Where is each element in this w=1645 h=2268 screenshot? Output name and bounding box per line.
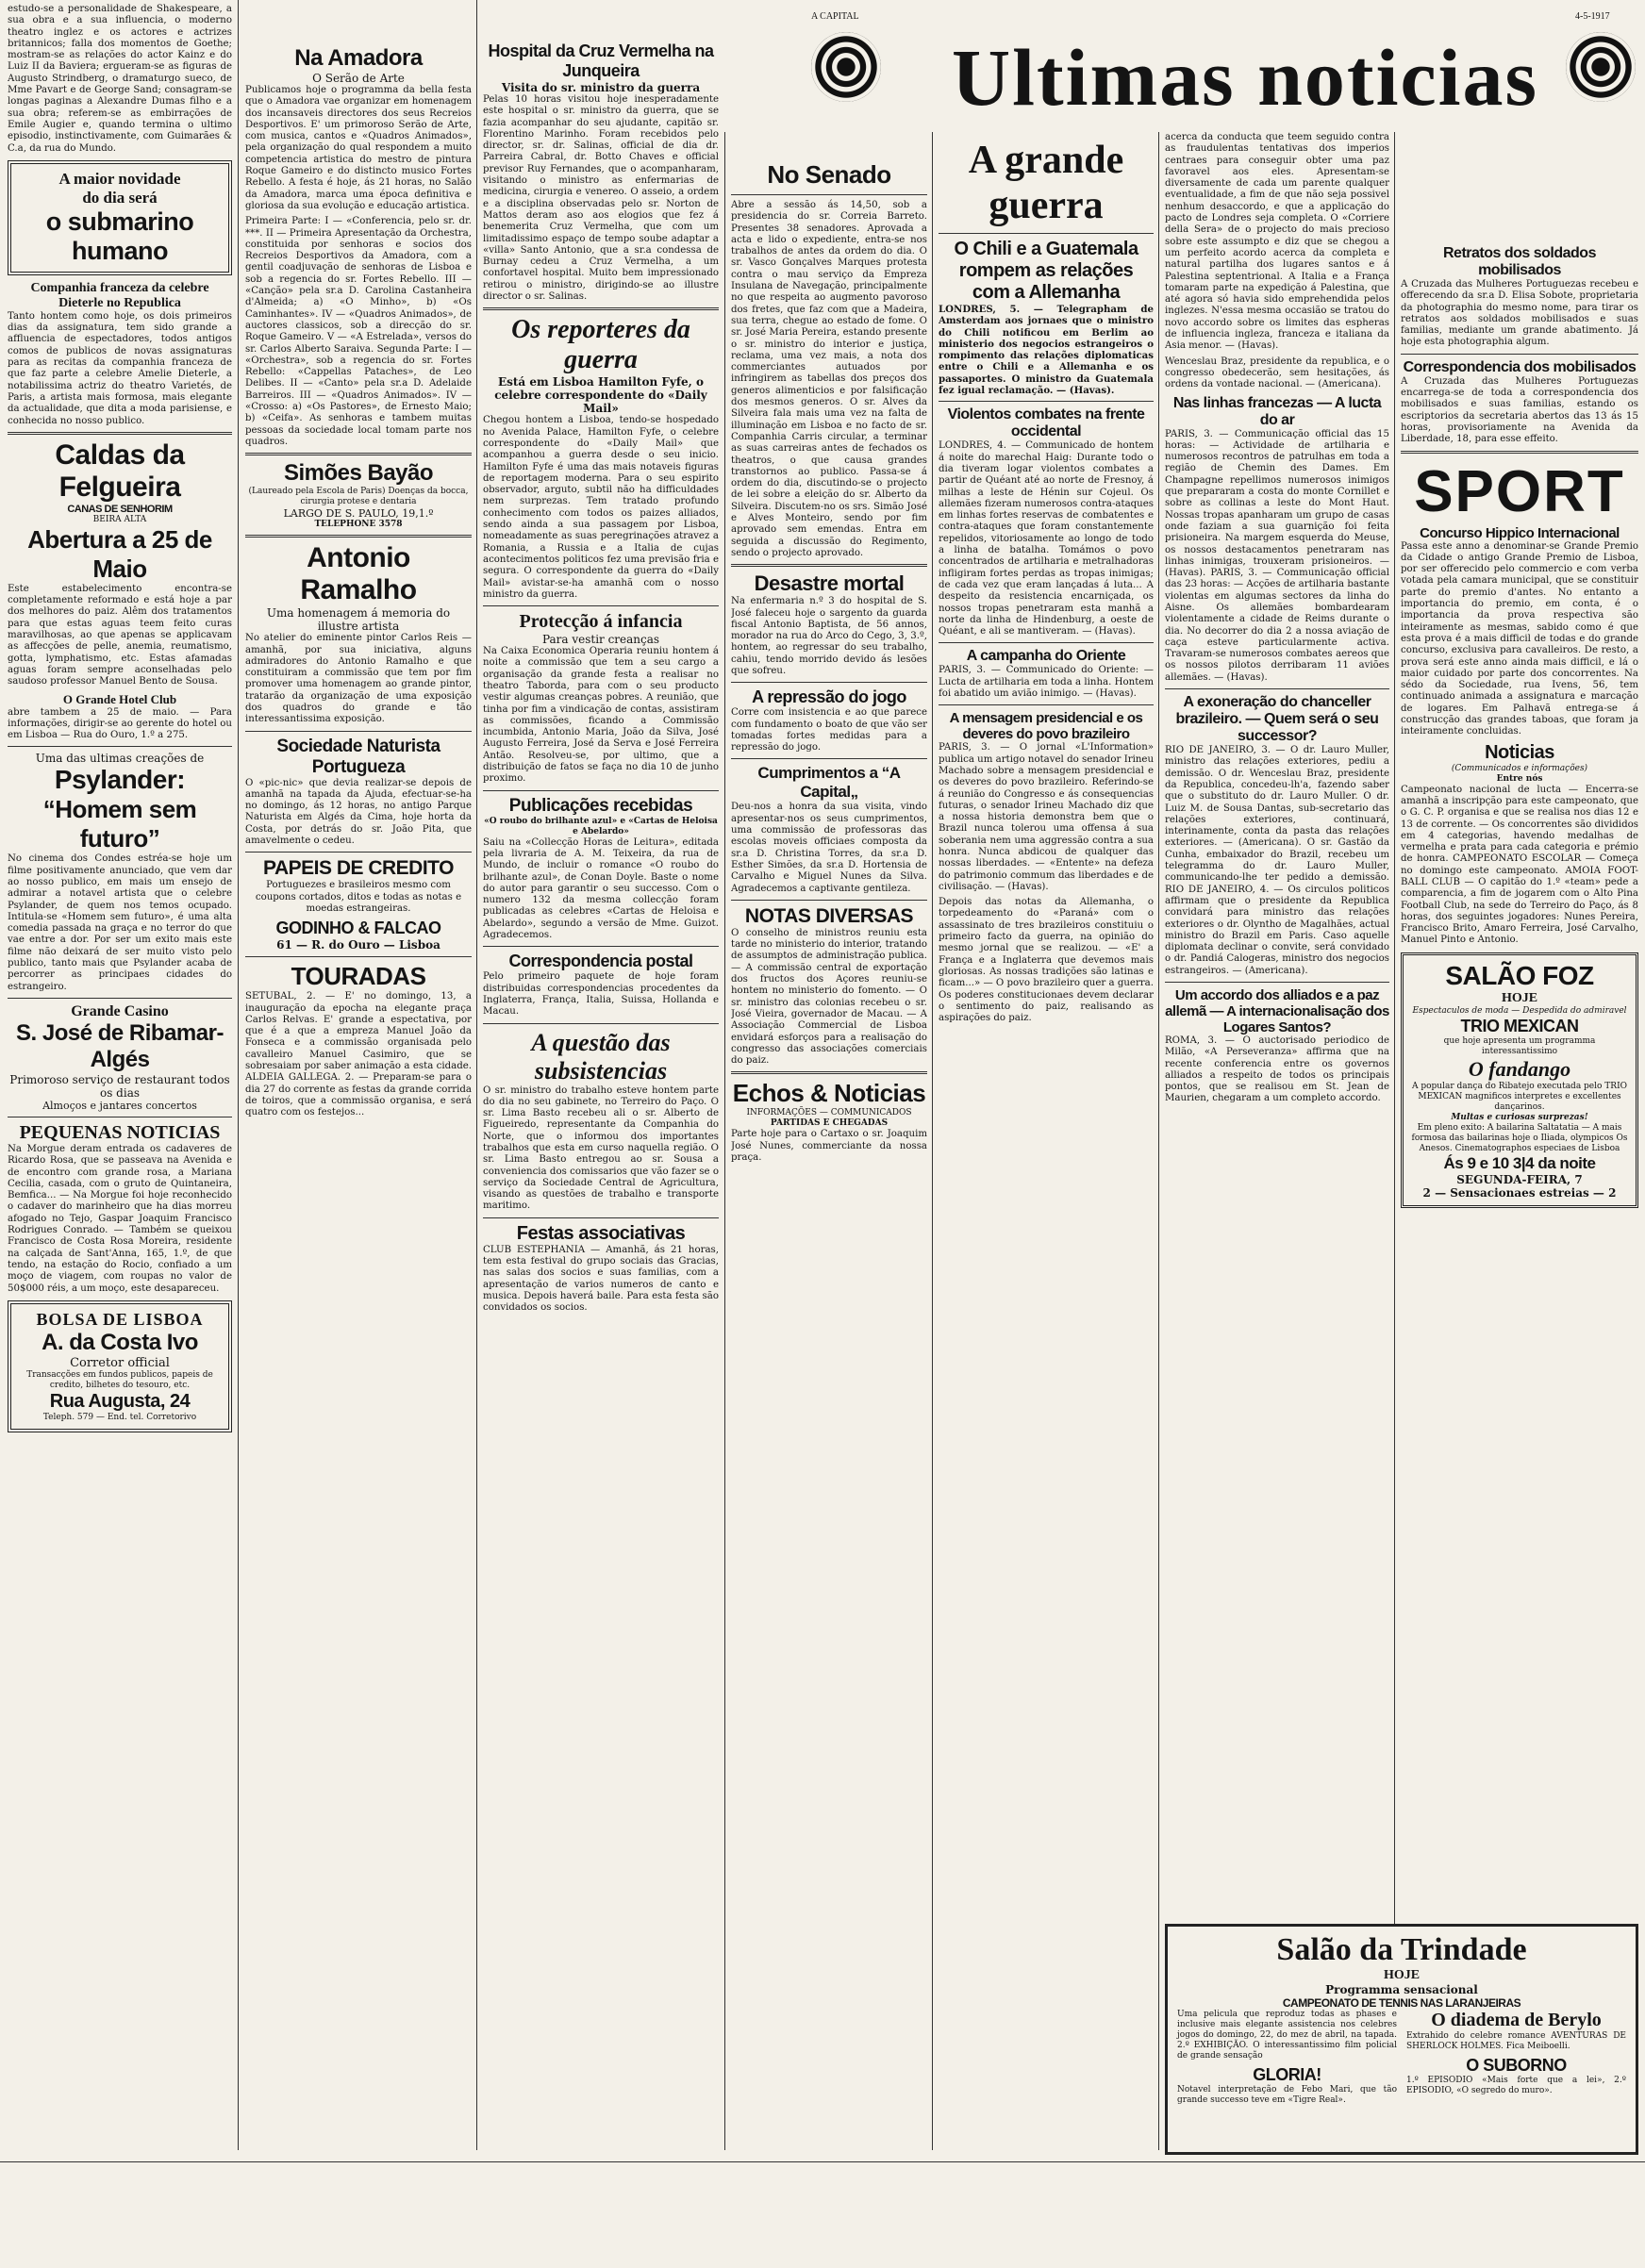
headline: A campanha do Oriente: [966, 648, 1126, 665]
divider: [1401, 354, 1638, 355]
article-body: ROMA, 3. — O auctorisado periodico de Milão, «A Perseveranza» affirma que na recente conferencia entre os governos alliados a respeito de todos os principais pontos, que se realisou em St. Jean de Maurien, chegaram a um completo accordo.: [1165, 1035, 1389, 1104]
subheadline: Está em Lisboa Hamilton Fyfe, o celebre correspondente do «Daily Mail»: [494, 375, 707, 416]
divider: [939, 704, 1154, 705]
ad-line: do dia será: [82, 188, 158, 207]
headline: Abertura a 25 de Maio: [27, 524, 212, 583]
divider: [483, 1023, 719, 1024]
divider: [731, 900, 927, 901]
rosette-ornament-right: [1566, 32, 1636, 102]
masthead-date: 4-5-1917: [1575, 11, 1610, 22]
ad-line: Ás 9 e 10 3|4 da noite: [1443, 1153, 1596, 1172]
headline: Na Amadora: [294, 45, 423, 71]
article-body: Depois das notas da Allemanha, o torpedeamento do «Paraná» com o assassinato de tres brazileiros constituiu o primeiro facto da guerra, na opinião do mesmo jornal que se realizou. — «E' a França e a Inglaterra que devemos mais gloriosas. As nossas tradições são latinas e ficam...» — O povo brazileiro quer a guerra. Os poderes constitucionaes devem declarar o sentimento do paiz, realisando as aspirações do paiz.: [939, 897, 1154, 1024]
divider: [245, 852, 472, 853]
divider: [483, 605, 719, 606]
article-body: Na Caixa Economica Operaria reuniu hontem á noite a commissão que tem a seu cargo a organisação da grande festa a realisar no theatro Taborda, para com o seu producto vestir algumas creanças pobres. A reunião, que tinha por fim a vindicação de contas, assistiram as commissões, ficando a Commissão incumbida, Antonio Maria, João da Silva, José Augusto Ferreira, José da Serva e José Ferreira Antão. Resolveu-se, por ultimo, que a distribuição de fatos se faça no dia 10 de junho proximo.: [483, 646, 719, 785]
headline: Caldas da Felgueira: [55, 439, 185, 503]
article-body: Pelas 10 horas visitou hoje inesperadamente este hospital o sr. ministro da guerra, que se fazia acompanhar do seu ajudante, capitão sr. Florentino Marinho. Foram recebidos pelo director, sr. dr. Salinas, official de dia dr. Parreira Cabral, dr. Botto Chaves e official previsor Ruy Fernandes, que o acompanharam, visitando o ministro as enfermarias de medicina, cirurgia e venereo. O asseio, a ordem e a disciplina observadas pelo sr. Norton de Mattos deram aso aos elogios que fez á benemerita Cruz Vermelha, que com um limitadissimo espaço de tempo soube adaptar a «villa» Santo Antonio, que a sr.a condessa de Burnay cedeu a Cruz Vermelha, a um confortavel hospital. Muito bem impressionado retirou o ministro, dirigindo-se ao illustre director o sr. Salinas.: [483, 94, 719, 303]
divider: [1165, 688, 1389, 689]
divider: [483, 946, 719, 947]
headline: Retratos dos soldados mobilisados: [1443, 245, 1596, 278]
ad-salao-trindade: [1165, 1924, 1638, 2155]
ad-line: humano: [72, 236, 168, 265]
ad-role: Corretor official: [70, 1355, 170, 1370]
headline: Um accordo dos alliados e a paz allemã — A internacionalisação dos Logares Santos?: [1165, 987, 1389, 1035]
divider: [245, 731, 472, 732]
article-body: abre tambem a 25 de maio. — Para informações, dirigir-se ao gerente do hotel ou em Lisboa — Rua do Ouro, 1.º a 275.: [8, 706, 232, 741]
subheadline: Para vestir creanças: [541, 633, 660, 647]
article-body: SETUBAL, 2. — E' no domingo, 13, a inauguração da epocha na elegante praça Carlos Relvas. E' grande a espectativa, por que é a que a empreza Manuel João da Fonseca e a commissão organisada pelo cavalleiro Manuel Casimiro, que se sobresaiam por saber animação a esta cidade. ALDEIA GALLEGA. 2. — Preparam-se para o dia 27 do corrente as festas da grande corrida de toiros, que a commissão organisa, e será quatro com os festejos...: [245, 991, 472, 1118]
divider: [8, 746, 232, 747]
ad-line: SEGUNDA-FEIRA, 7: [1456, 1172, 1583, 1186]
headline: Correspondencia dos mobilisados: [1403, 358, 1637, 375]
headline: Publicações recebidas: [508, 795, 693, 816]
ad-text: Portuguezes e brasileiros mesmo com coupons cortados, ditos e todas as notas e moedas estrangeiras.: [255, 880, 462, 914]
divider: [1401, 451, 1638, 454]
article-body: Parte hoje para o Cartaxo o sr. Joaquim José Nunes, commerciante da nossa praça.: [731, 1129, 927, 1163]
divider: [483, 1217, 719, 1218]
ad-line: HOJE: [1501, 990, 1538, 1005]
headline: PAPEIS DE CREDITO: [263, 857, 454, 880]
article-body: CLUB ESTEPHANIA — Amanhã, ás 21 horas, tem esta festival do grupo sociais das Gracias, nas salas dos socios e suas familias, com a apresentação de varios numeros de canto e musica. Depois haverá baile. Para esta festa são convidados os socios.: [483, 1244, 719, 1314]
headline: Cumprimentos a “A Capital„: [757, 764, 901, 802]
ad-line: O diadema de Berylo: [1431, 2010, 1602, 2030]
subheadline: O Serão de Arte: [312, 72, 405, 85]
ad-title: Salão da Trindade: [1276, 1932, 1527, 1967]
divider: [731, 564, 927, 567]
column-rule: [724, 132, 725, 2150]
article-body: O conselho de ministros reuniu esta tarde no ministerio do interior, tratando de assumptos de administração publica. — A commissão central de exportação dos fructos dos Açores reuniu-se hontem no ministerio do fomento. — O sr. ministro das colonias recebeu o sr. José Vieira, governador de Macau. — A Associação Commercial de Lisboa envidará esforços para a realisação do congresso das associações comerciais do paiz.: [731, 927, 927, 1067]
divider: [731, 682, 927, 683]
subheadline: Almoços e jantares concertos: [42, 1099, 197, 1112]
headline: TOURADAS: [291, 962, 426, 991]
column-rule: [476, 0, 477, 2150]
ad-line: que hoje apresenta um programma interessantissimo: [1443, 1035, 1596, 1056]
article-body: Chegou hontem a Lisboa, tendo-se hospedado no Avenida Palace, Hamilton Fyfe, o celebre correspondente do «Daily Mail» que acompanhou a guerra desde o seu inicio. Hamilton Fyfe é uma das mais notaveis figuras de reportagem moderna. Para o seu espirito observador, arguto, subtil não ha difficuldades nem surprezas. Tem tratado profundo conhecimento com todos os paizes alliados, sendo ainda a sua passagem por Lisboa, nomeadamente as suas peregrinações atravez a Romania, a Russia e a Italia de cujas acontecimentos politicos fez uma previsão fria e segura. O correspondente da guerra do «Daily Mail» avistar-se-ha amanhã com o nosso ministro da guerra.: [483, 415, 719, 600]
column-5: [939, 132, 1154, 2160]
divider: [483, 307, 719, 310]
ad-line: TRIO MEXICAN: [1460, 1016, 1579, 1035]
masthead: [811, 8, 1645, 130]
ad-bolsa: [8, 1300, 232, 1432]
divider: [245, 453, 472, 455]
ad-line: A maior novidade: [58, 169, 181, 188]
article-body: Campeonato nacional de lucta — Encerra-se amanhã a inscripção para este campeonato, que o G. C. P. organisa e que se realisa nos dias 12 e 13 de corrente. — Os concorrentes são divididos em 4 categorias, havendo medalhas de vermelha e prata para cada categoria e prémio de honra. CAMPEONATO ESCOLAR — Começa no domingo este campeonato. AMOIA FOOT-BALL CLUB — O capitão do 1.º «team» pede a comparencia, a fim de jogarem com o Alto Pina Football Club, na sede do Terreiro do Paço, ás 8 horas, dos seguintes jogadores: Nunes Pereira, Francisco Brito, Amaro Ferreira, José Carvalho, Manuel Pinto e Antonio.: [1401, 784, 1638, 946]
article-body: No atelier do eminente pintor Carlos Reis — amanhã, por sua iniciativa, alguns admiradores do Antonio Ramalho e que constituiram a commissão que tem por fim promover uma homenagem ao grande pintor, tratarão da organização de uma exposição dos quadros do grande e tão interessantissima exposição.: [245, 633, 472, 725]
headline: A repressão do jogo: [752, 687, 906, 707]
article-body: O «pic-nic» que devia realizar-se depois de amanhã na tapada da Ajuda, efectuar-se-ha no domingo, ás 12 horas, no antigo Parque Naturista em Algés da Cima, hoje horta da Costa, por detrás do sr. João Pita, que amavelmente o cedeu.: [245, 777, 472, 847]
ad-line: Espectaculos de moda — Despedida do admiravel: [1412, 1005, 1627, 1016]
headline: GODINHO & FALCAO: [275, 919, 441, 938]
column-rule: [1394, 132, 1395, 2150]
ad-line: o submarino: [45, 207, 194, 236]
article-body: LONDRES, 4. — Communicado de hontem á noite do marechal Haig: Durante todo o dia tiveram logar violentos combates a partir de Quéant até ao norte de Fresnoy, á milhas a leste de Hénin sur Cojeul. Os allemães fizeram numerosos contra-ataques em linhas fortes reservas de combatentes e contra-ataques que foram constantemente repelidos, vitoriosamente ao longo de todo a linha de batalha. Tomámos o povo concentrados de artilharia e metralhadoras infligiram fortes perdas as tropas inimigas; de cada vez que eram lançadas á luta... A despeito da resistencia encarniçada, os nossos tropas penetraram esta manhã a norte da linha de Hindenburg, a oeste de Quéant, e ali se mantiveram. — (Havas).: [939, 440, 1154, 637]
article-body: Na Morgue deram entrada os cadaveres de Ricardo Rosa, que se passeava na Avenida e de encontro com grande rosa, a Mariana Cecilia, casada, com o gruto de Quintaneira, Bemfica... — Na Morgue foi hoje reconhecido o cadaver do marinheiro que ha dias morreu afogado no Tejo, Gaspar Joaquim Francisco Rodrigues Conrado. — Também se queixou Francisco de Costa Rosa Moreira, residente na calçada de Sant'Anna, 165, 1.º, de que tendo, na estação do Rocio, confiado a um moço de viagem, com roupas no valor de 50$000 réis, a um moço, este desapareceu.: [8, 1143, 232, 1294]
divider: [245, 956, 472, 957]
article-body: No cinema dos Condes estréa-se hoje um filme positivamente anunciado, que vem dar ao nosso publico, em mais um ensejo de admirar a notavel artista que o celebre Psylander, de quem nos temos ocupado. Intitula-se «Homem sem futuro», é uma alta comedia passada na graça e no terror do que vae entre a dor. Por ser um exito mais este filme não deixará de ser muito visto pelo publico, tanto mais que Psylander acaba de percorrer as principaes cidades do estrangeiro.: [8, 853, 232, 992]
subheadline: (Communicados e informações): [1451, 763, 1588, 773]
ad-line: HOJE: [1383, 1968, 1421, 1982]
headline: Hospital da Cruz Vermelha na Junqueira: [488, 41, 714, 80]
article-intro: estudo-se a personalidade de Shakespeare, a sua obra e a sua influencia, o moderno theatro inglez e os actores e actrizes britannicos; falla dos momentos de Goethe; mostram-se as relações do actor Kainz e do Luiz II da Baviera; ergueram-se as figuras de Augusto Strindberg, o dramaturgo sueco, de Mme Pavart e de George Sand; consagram-se longas paginas a Alexandre Dumas filho e a sua obra; referem-se as embirrações de Emile Augier e, quando termina o ultimo episodio, instinctivamente, com Guimarães & C.a, da rua do Mundo.: [8, 4, 232, 154]
headline: Simões Bayão: [283, 460, 434, 487]
headline: Os reporteres da guerra: [511, 315, 690, 375]
headline: Violentos combates na frente occidental: [947, 406, 1145, 440]
headline: A mensagem presidencial e os deveres do povo brazileiro: [949, 710, 1143, 743]
headline: NOTAS DIVERSAS: [744, 904, 914, 927]
subheadline: INFORMAÇÕES — COMMUNICADOS: [746, 1108, 912, 1118]
article-body: O sr. ministro do trabalho esteve hontem parte do dia no seu gabinete, no Terreiro do Paço. O sr. Lima Basto recebeu ali o sr. Alberto de Figueiredo, representante da Companhia do Norte, que o informou dos importantes trabalhos que esta em curso naquella região. O sr. Lima Basto entregou ao sr. Sousa a conveniencia dos comissarios que vão fazer se o serviço da Sociedade Central de Agricultura, visando as questões de trabalho e transporte maritimo.: [483, 1084, 719, 1212]
headline: “Homem sem futuro”: [42, 795, 197, 853]
article-body: Pelo primeiro paquete de hoje foram distribuidas correspondencias procedentes da Inglaterra, França, Italia, Suissa, Hollanda e Macau.: [483, 971, 719, 1018]
ad-line: A popular dança do Ribatejo executada pelo TRIO MEXICAN magnificos interpretes e excellentes dançarinos.: [1411, 1081, 1628, 1112]
subheadline: Primoroso serviço de restaurant todos os dias: [9, 1072, 230, 1100]
column-4: [731, 132, 927, 2160]
subheadline: Visita do sr. ministro da guerra: [501, 81, 701, 94]
divider: [939, 233, 1154, 234]
ad-text: Notavel interpretação de Febo Mari, que tão grande successo teve em «Tigre Real».: [1177, 2085, 1397, 2105]
headline: Antonio Ramalho: [300, 542, 417, 606]
divider: [245, 535, 472, 538]
subheadline: Uma homenagem á memoria do illustre artista: [266, 606, 451, 634]
ad-line: 2 — Sensacionaes estreias — 2: [1422, 1185, 1617, 1200]
headline: A grande guerra: [968, 139, 1124, 227]
subheadline: «O roubo do brilhante azul» e «Cartas de Heloisa e Abelardo»: [484, 816, 718, 836]
subheadline: O Grande Hotel Club: [62, 691, 177, 706]
headline: PEQUENAS NOTICIAS: [19, 1121, 221, 1143]
column-6: [1165, 132, 1389, 2160]
headline: Protecção á infancia: [519, 611, 683, 633]
subheadline: BEIRA ALTA: [92, 514, 147, 524]
article-body: Corre com insistencia e ao que parece com fundamento o boato de que vão ser tomadas fortes medidas para a repressão do jogo.: [731, 707, 927, 753]
ad-address: Rua Augusta, 24: [49, 1390, 191, 1412]
headline: Desastre mortal: [754, 571, 905, 596]
subheadline: CANAS DE SENHORIM: [67, 503, 173, 515]
ad-line: O fandango: [1468, 1056, 1571, 1081]
ad-phone: Teleph. 579 — End. tel. Corretorivo: [42, 1412, 197, 1422]
ad-text: (Laureado pela Escola de Paris) Doenças da bocca, cirurgia protese e dentaria: [248, 487, 469, 507]
article-body: PARIS, 3. — Communicação official das 15 horas: — Actividade de artilharia e numerosos recontros de patrulhas em toda a região de Chemin des Dames. Em Champagne repellimos numerosos inimigos que prepararam a costa do monte Cornillet e sobre as collinas a leste do Mont Haut. Nossas tropas apanharam um grupo de casas onde faziam a sua guarnição foi feita prisioneira. Na margem esquerda do Meuse, os nossos destacamentos penetraram nas linhas inimigas, trouxeram prisioneiros. — (Havas). PARIS, 3. — Communicação official das 23 horas: — Acções de artilharia bastante violentas em algumas sectores da linha do Aisne. Os allemães bombardearam violentamente a cidade de Reims durante o dia. No decorrer do dia 2 a nossa aviação de caça esteve particularmente activa. Travaram-se numerosos combates aereos que os nossos pilotos derribaram 11 aviões allemães. — (Havas).: [1165, 428, 1389, 683]
article-body: Abre a sessão ás 14,50, sob a presidencia do sr. Correia Barreto. Presentes 38 senadores. Aprovada a acta e lido o expediente, entra-se nos trabalhos de antes da ordem do dia. O sr. Vasco Gonçalves Marques protesta contra o mau serviço da Empreza Insulana de Navegação, principalmente no que respeita ao augmento pavoroso dos fretes, que faz com que a Madeira, sua terra, chegue ao estado de fome. O sr. José Maria Pereira, estando presente o sr. ministro do interior e justiça, reclama, uma vez mais, a nota dos commerciantes autuados por infringirem as tabellas dos preços dos generos alimenticios e por falsificação dos mesmos generos. O sr. Alves da Silveira fala mais uma vez na falta de illuminação em Lisboa e no facto de sr. Companhia Carris circular, a terminar as suas carreiras antes de fechados os theatros, o que causa grandes transtornos ao publico. Passa-se á ordem do dia, discutindo-se o projecto de lei sobre a eleição do sr. Alberto da Silveira. Discutem-no os srs. Simão José e Alves Monteiro, sendo por fim aprovado sem emendas. Entra em seguida a discussão do Regimento, sendo o projecto aprovado.: [731, 200, 927, 558]
ad-line: Em pleno exito: A bailarina Saltatatia — A mais formosa das bailarinas hoje o Iliada, olympicos Os Anesos. Cinematographos especiaes de Lisboa: [1411, 1122, 1628, 1153]
headline: Psylander:: [54, 765, 186, 795]
article-body: PARIS, 3. — O jornal «L'Information» publica um artigo notavel do senador Irineu Machado sobre a mensagem presidencial e os deveres do povo brazileiro. Referindo-se á reunião do Congresso e ás consequencias futuras, o senador Irineu Machado diz que a nossa historia demonstra bem que o Brazil nunca tolerou uma offensa á sua soberania nem uma aggressão contra a sua honra. Nunca abdicou de qualquer das nossas liberdades. — «Entente» na defeza do patrimonio commum das liberdades e de civilisação. — (Havas).: [939, 742, 1154, 892]
article-body: Saiu na «Collecção Horas de Leitura», editada pela livraria de A. M. Teixeira, da rua de Mundo, de incluir o romance «O roubo do brilhante azul», de Conan Doyle. Baste o nome do autor para garantir o seu successo. Com o numero 132 da mesma collecção foram publicadas as celebres «Cartas de Heloisa e Abelardo», segundo a versão de Mme. Guizot. Agradecemos.: [483, 836, 719, 941]
headline: S. José de Ribamar-Algés: [16, 1019, 224, 1072]
headline: Correspondencia postal: [508, 952, 693, 971]
column-rule: [238, 0, 239, 2150]
divider: [1165, 982, 1389, 983]
page-bottom-rule: [0, 2161, 1645, 2162]
article-body: A Cruzada das Mulheres Portuguezas recebeu e offerecendo da sr.a D. Elisa Sobote, proprietaria da photographia do mesmo nome, para tirar os retratos aos soldados mobilisados e suas familias, mediante um grande abatimento. Já hoje esta photographia algum.: [1401, 279, 1638, 348]
article-body: Tanto hontem como hoje, os dois primeiros dias da assignatura, tem sido grande a affluencia de espectadores, todos antigos comos de publicos de novas assignaturas para as recitas da companhia franceza de que faz parte a celebre Amelie Dieterle, a notabilissima actriz do theatro Varietés, de Paris, a artista mais formosa, mais elegante da actualidade, que dita a moda parisiense, e conhecida no nosso publico.: [8, 310, 232, 426]
divider: [731, 1071, 927, 1074]
article-body: acerca da conducta que teem seguido contra as fraudulentas tentativas dos imperios centraes para conseguir obter uma paz favoravel aos eles. Apresentam-se diversamente de cada um parente qualquer eventualidade, a fim de que não seja possivel nenhum desaccordo, e que a applicação do pacto de Londres seja completa. O «Corriere della Sera» de o projecto do mais precioso sobre este assumpto e diz que se chegou a um perfeito acordo acerca da completa e natural partilha dos lugares santos e á Palestina septentrional. A Italia e a França tomaram parte na expedição á Palestina, que até agora só havia sido emprehendida pelos inglezes. N'essa mesma occasião se tratou do novo accordo sobre os limites das espheras de influencia ingleza, franceza e italiana da Asia menor. — (Havas).: [1165, 132, 1389, 352]
subheadline: PARTIDAS E CHEGADAS: [770, 1118, 889, 1129]
column-2: [245, 0, 472, 2160]
article-body: Passa este anno a denominar-se Grande Premio da Cidade o antigo Grande Premio de Lisboa, por ser offerecido pelo commercio e com verba votada pela camara municipal, que se constituir parte do premio d'antes. No entanto a importancia do premio, em conta, é o importancia da prova respectiva são inteiramente as mesmas, sabido como é que esta prova é a mais difficil de todas e do grande concurso, exclusiva para cavalleiros. De resto, a prova será este anno ainda mais difficil, e lá o maior cuidado por parte dos concorrentes. Na sédo da Sociedade, rua Ivens, 56, tem continuado animada a assignatura e marcação de logares. Em Palhavã entrega-se á construcção das grandes taboas, que foram ja inteiramente concluidas.: [1401, 540, 1638, 737]
headline: Echos & Noticias: [732, 1079, 926, 1108]
headline: Companhia franceza da celebre Dieterle no Republica: [30, 280, 209, 310]
article-body: Primeira Parte: I — «Conferencia, pelo sr. dr. ***. II — Primeira Apresentação da Orchestra, constituida por senhoras e socios dos Recreios Desportivos da Amadora, com a gentil coadjuvação de senhoras de Lisboa e sob a regencia do sr. Fortes Rebello. III — «Canção» pela sr.a D. Carolina Castanheira d'Almeida; a) «O Minho», b) «Os Caminhantes». IV — «Quadros Animados», de auctores classicos, sob a direcção do sr. Roque Gameiro. V — «A Estrelada», versos do sr. Carlos Alberto Saraiva. Segunda Parte: I — «Orchestra», sob a regencia do sr. Fortes Rebello: «Cappellas Pataches», de Leo Delibes. II — «Canto» pela sr.a D. Adelaide Barreiros. III — «Quadros Animados». IV — «Crosso: a) «Os Pastores», de Ernesto Maio; b) «Ceifa». As senhoras e tambem muitas pessoas da sociedade local tomam parte nos quadros.: [245, 216, 472, 447]
ad-phone: TELEPHONE 3578: [314, 520, 403, 530]
headline: Nas linhas francezas — A lucta do ar: [1172, 394, 1382, 428]
divider: [731, 194, 927, 195]
headline: Grande Casino: [71, 1002, 169, 1019]
headline-sport: SPORT: [1414, 458, 1625, 524]
column-rule: [1158, 132, 1159, 2150]
ad-line: Multas e curiosas surprezas!: [1451, 1112, 1588, 1122]
article-body: Publicamos hoje o programma da bella festa que o Amadora vae organizar em homenagem dos incansaveis directores dos seus Recreios Desportivos. E' um primoroso Serão de Arte, com musica, cantos e «Quadros Animados», pela organização do qual respondem a muito competencia artistica do mestro de pintura Roque Gameiro e do distincto musico Fortes Rebello. A festa é hoje, ás 21 horas, no Salão da Amadora, marca uma época definitiva e gloriosa da sua evolução e educação artistica.: [245, 85, 472, 211]
ad-line: CAMPEONATO DE TENNIS NAS LARANJEIRAS: [1282, 1996, 1521, 2010]
headline: No Senado: [767, 160, 891, 189]
ad-text: Transacções em fundos publicos, papeis de credito, bilhetes do tesouro, etc.: [26, 1369, 213, 1390]
headline: O Chili e a Guatemala rompem as relações com a Allemanha: [954, 239, 1138, 303]
ad-text: 1.º EPISODIO «Mais forte que a lei», 2.º EPISODIO, «O segredo do muro».: [1406, 2076, 1626, 2095]
article-body: A Cruzada das Mulheres Portuguezas encarrega-se de toda a correspondencia dos mobilisados e suas familias, estando os escriptorios da secretaria abertos das 13 ás 15 horas, provisoriamente na Avenida da Liberdade, 18, para esse effeito.: [1401, 375, 1638, 445]
ad-title: BOLSA DE LISBOA: [36, 1309, 204, 1329]
article-body: LONDRES, 5. — Telegrapham de Amsterdam aos jornaes que o ministro do Chili notificou em Berlim ao ministerio dos negocios estrangeiros o rompimento das relações diplomaticas entre o Chili e a Allemanha e os passaportes. O ministro da Guatemala fez igual reclamação. — (Havas).: [939, 304, 1154, 397]
divider: [731, 758, 927, 759]
article-body: Deu-nos a honra da sua visita, vindo apresentar-nos os seus cumprimentos, uma commissão de professoras das escolas moveis officiaes composta da sr.a D. Christina Torres, da sr.a D. Esther Simões, da sr.a D. Hortensia de Carvalho e Miguel Nunes da Silva. Agradecemos a captivante gentileza.: [731, 802, 927, 894]
column-7: [1401, 132, 1638, 2160]
column-3: [483, 0, 719, 2160]
divider: [8, 998, 232, 999]
ad-address: LARGO DE S. PAULO, 19,1.º: [283, 507, 434, 521]
article-body: PARIS, 3. — Communicado do Oriente: — Lucta de artilharia em toda a linha. Hontem foi abatido um avião inimigo. — (Havas).: [939, 665, 1154, 700]
article-body: Na enfermaria n.º 3 do hospital de S. José faleceu hoje o sargento da guarda fiscal Antonio Baptista, de 56 annos, morador na rua do Arco do Cego, 3, 3.º, hontem, ao regressar do seu trabalho, cahiu, tendo morrido devido ás lesões que sofreu.: [731, 596, 927, 676]
ad-text: Extrahido do celebre romance AVENTURAS DE SHERLOCK HOLMES. Fica Meiboelli.: [1406, 2031, 1626, 2051]
subheadline: Entre nós: [1496, 773, 1543, 784]
headline: Sociedade Naturista Portugueza: [276, 736, 440, 777]
subheadline: Uma das ultimas creações de: [35, 752, 205, 766]
headline: A exoneração do chanceller brazileiro. — Quem será o seu successor?: [1175, 694, 1379, 745]
divider: [939, 401, 1154, 402]
ad-salao-foz: [1401, 952, 1638, 1208]
ad-name: A. da Costa Ivo: [42, 1329, 198, 1355]
article-body: Este estabelecimento encontra-se completamente reformado e está hoje a par dos melhores do paiz. Alêm dos tratamentos para que estas aguas teem feito curas maravilhosas, ao que apenas se applicavam as affecções de pelle, anemia, reumatismo, gotta, lymphatismo, etc. Estas afamadas aguas foram sempre aconselhadas pelo saudoso professor Manuel Bento de Sousa.: [8, 583, 232, 687]
ad-text: Uma pelicula que reproduz todas as phases e inclusive mais elegante assistencia nos celebres jogos do domingo, 22, do mez de abril, na tapada. 2.º EXHIBIÇÃO. O interessantissimo film policial de grande sensação: [1177, 2010, 1397, 2061]
column-rule: [932, 132, 933, 2150]
ad-line: O SUBORNO: [1466, 2056, 1567, 2075]
rosette-ornament-left: [811, 32, 881, 102]
ad-address: 61 — R. do Ouro — Lisboa: [276, 938, 440, 952]
article-body: RIO DE JANEIRO, 3. — O dr. Lauro Muller, ministro das relações exteriores, pediu a demissão. O dr. Wenceslau Braz, presidente da Republica, concedeu-lh'a, fazendo saber que o substituto do dr. Lauro Muller. O dr. Luiz M. de Sousa Dantas, sub-secretario das relações exteriores, continuará, interinamente, conta da pasta das relações exteriores. — (Americana). O sr. Gastão da Cunha, embaixador do Brazil, recebeu um telegramma do dr. Lauro Muller, communicando-lhe ter pedido a demissão. RIO DE JANEIRO, 4. — Os circulos politicos affirmam que o presidente da Republica convidará para ministro das relações exteriores o dr. Olyntho de Magalhães, actual ministro do Brazil em Paris. Caso aquelle diplomata declinar o convite, será convidado o dr. Pandiá Calogeras, ministro dos negocios estrangeiros. — (Americana).: [1165, 745, 1389, 976]
headline: A questão das subsistencias: [531, 1028, 671, 1084]
masthead-title: Ultimas noticias: [951, 32, 1539, 123]
divider: [8, 432, 232, 435]
ad-line: Programma sensacional: [1325, 1983, 1478, 1996]
masthead-paper: A CAPITAL: [811, 11, 859, 22]
headline: Festas associativas: [516, 1222, 686, 1244]
ad-line: GLORIA!: [1253, 2065, 1321, 2084]
article-body: Wenceslau Braz, presidente da republica, e o congresso obedecerão, sem hesitações, ás ordens da vontade nacional. — (Americana).: [1165, 356, 1389, 390]
divider: [939, 642, 1154, 643]
headline: Concurso Hippico Internacional: [1420, 524, 1620, 541]
column-1: [8, 0, 232, 2160]
divider: [483, 790, 719, 791]
ad-submarino: [8, 160, 232, 275]
headline: Noticias: [1485, 741, 1554, 763]
ad-title: SALÃO FOZ: [1445, 960, 1594, 990]
